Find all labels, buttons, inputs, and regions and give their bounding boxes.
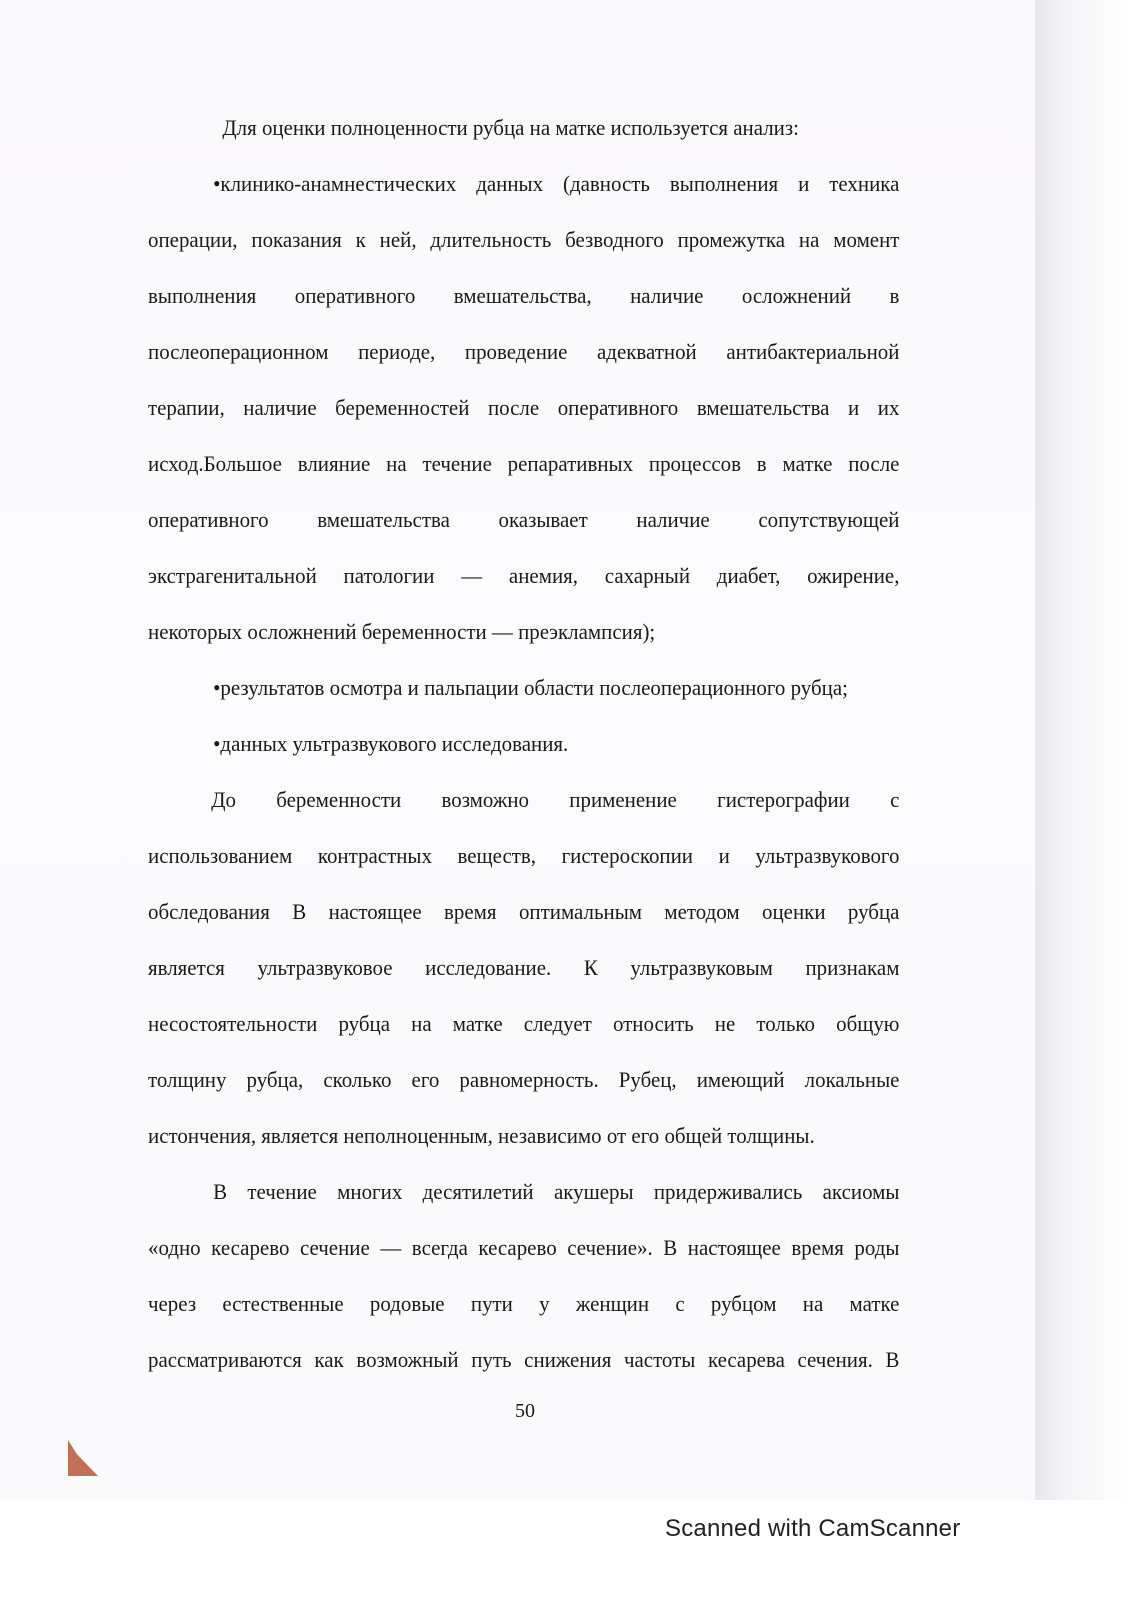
text-line: •данных ультразвукового исследования. xyxy=(213,731,569,756)
text-line: выполнения оперативного вмешательства, наличие осложнений в xyxy=(148,283,900,308)
text-line: экстрагенитальной патологии — анемия, сахарный диабет, ожирение, xyxy=(148,563,900,588)
text-line: «одно кесарево сечение — всегда кесарево сечение». В настоящее время роды xyxy=(148,1235,900,1260)
text-line: терапии, наличие беременностей после оперативного вмешательства и их xyxy=(148,395,900,420)
page-number: 50 xyxy=(515,1400,535,1422)
text-line: Для оценки полноценности рубца на матке используется анализ: xyxy=(222,115,799,140)
text-line: обследования В настоящее время оптимальным методом оценки рубца xyxy=(148,899,900,924)
text-line: •клинико-анамнестических данных (давность выполнения и техника xyxy=(213,171,900,196)
text-line: использованием контрастных веществ, гистероскопии и ультразвукового xyxy=(148,843,900,868)
text-line: В течение многих десятилетий акушеры придерживались аксиомы xyxy=(213,1179,900,1204)
text-line: До беременности возможно применение гистерографии с xyxy=(211,787,900,812)
text-line: •результатов осмотра и пальпации области послеоперационного рубца; xyxy=(213,675,848,700)
text-line: истончения, является неполноценным, независимо от его общей толщины. xyxy=(148,1123,815,1148)
text-line: исход.Большое влияние на течение репаративных процессов в матке после xyxy=(148,451,900,476)
text-line: рассматриваются как возможный путь снижения частоты кесарева сечения. В xyxy=(148,1347,900,1372)
text-line: через естественные родовые пути у женщин с рубцом на матке xyxy=(148,1291,900,1316)
text-line: несостоятельности рубца на матке следует относить не только общую xyxy=(148,1011,900,1036)
body-text xyxy=(148,100,899,1388)
paper-edge-shadow xyxy=(1035,0,1131,1500)
text-line: некоторых осложнений беременности — преэклампсия); xyxy=(148,619,656,644)
text-line: толщину рубца, сколько его равномерность. Рубец, имеющий локальные xyxy=(148,1067,900,1092)
text-line: операции, показания к ней, длительность безводного промежутка на момент xyxy=(148,227,900,252)
camscanner-watermark: Scanned with CamScanner xyxy=(665,1515,961,1542)
text-line: оперативного вмешательства оказывает наличие сопутствующей xyxy=(148,507,900,532)
text-line: послеоперационном периоде, проведение адекватной антибактериальной xyxy=(148,339,900,364)
text-line: является ультразвуковое исследование. К ультразвуковым признакам xyxy=(148,955,900,980)
